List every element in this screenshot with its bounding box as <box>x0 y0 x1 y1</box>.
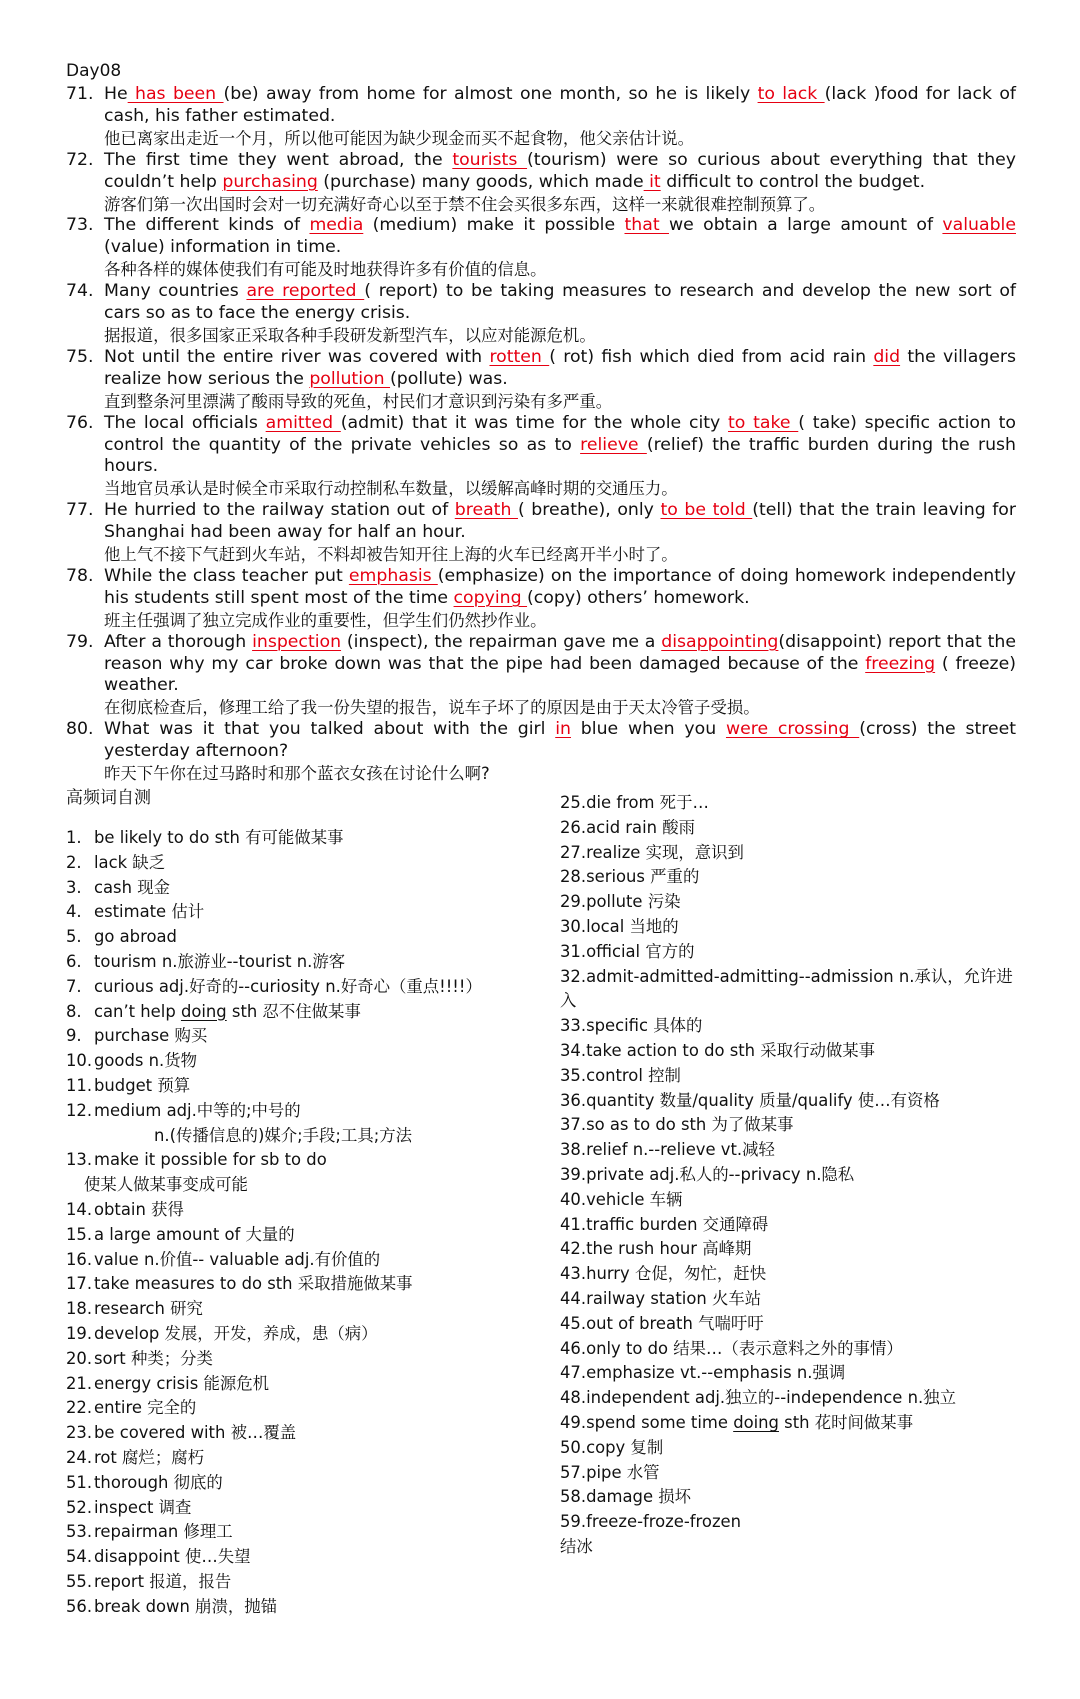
vocab-item <box>66 1421 546 1446</box>
vocab-text: spend some time <box>586 1412 734 1432</box>
vocab-number: 31. <box>560 941 587 961</box>
vocab-item <box>560 1337 1020 1362</box>
sentence-text: (admit) that it was time for the whole city <box>340 412 729 433</box>
answer-blank: purchasing <box>222 171 318 192</box>
sentence-text: (disappoint) report that the reason why my car broke down was that the pipe had been damaged because of the <box>104 631 1017 674</box>
vocab-text: out of breath 气喘吁吁 <box>586 1313 764 1333</box>
sentence-text: we obtain a large amount of <box>668 215 943 236</box>
vocab-item <box>560 1386 1020 1411</box>
exercise-translation: 在彻底检查后，修理工给了我一份失望的报告，说车子坏了的原因是由于天太冷管子受损。 <box>104 698 760 718</box>
exercise-number: 79. <box>66 631 94 652</box>
vocab-number: 7. <box>66 976 82 996</box>
exercise-number: 77. <box>66 500 94 521</box>
sentence-text: What was it that you talked about with the girl <box>104 719 556 740</box>
vocab-number: 37. <box>560 1115 587 1135</box>
exercise-sentence <box>104 347 1016 391</box>
answer-blank: it <box>643 171 661 192</box>
vocab-text: break down 崩溃，抛锚 <box>94 1596 278 1616</box>
exercise-number: 74. <box>66 281 94 302</box>
vocab-text: take action to do sth 采取行动做某事 <box>586 1040 876 1060</box>
vocab-item <box>66 1545 546 1570</box>
vocab-list-right <box>560 791 1020 1560</box>
exercise-number: 80. <box>66 719 94 740</box>
vocab-text: rot 腐烂；腐朽 <box>94 1447 204 1467</box>
exercise-item <box>66 84 1016 150</box>
vocab-number: 39. <box>560 1164 587 1184</box>
sentence-text: the villagers realize how serious the <box>104 346 1016 389</box>
vocab-item <box>66 1198 546 1223</box>
answer-blank: has been <box>127 84 224 104</box>
sentence-text: ( take) specific action to control the quantity of the private vehicles so as to <box>104 412 1016 455</box>
vocab-text: energy crisis 能源危机 <box>94 1373 270 1393</box>
sentence-text: He <box>104 84 128 104</box>
exercise-translation: 昨天下午你在过马路时和那个蓝衣女孩在讨论什么啊? <box>104 764 490 784</box>
vocab-text: copy 复制 <box>586 1437 664 1457</box>
sentence-text: (emphasize) on the importance of doing homework independently his students still spent most of the time <box>104 565 1017 608</box>
vocab-text: can’t help <box>94 1001 181 1021</box>
vocab-number: 47. <box>560 1363 587 1383</box>
vocab-text: quantity 数量/quality 质量/qualify 使…有资格 <box>586 1090 940 1110</box>
vocab-text: control 控制 <box>586 1065 681 1085</box>
vocab-text: die from 死于… <box>586 793 709 812</box>
sentence-text: (medium) make it possible <box>363 215 625 236</box>
sentence-text: Not until the entire river was covered with <box>104 346 490 367</box>
exercise-number: 78. <box>66 565 94 586</box>
vocab-item <box>560 1461 1020 1486</box>
answer-blank: copying <box>453 587 528 608</box>
vocab-item <box>66 1272 546 1297</box>
answer-blank: disappointing <box>661 631 779 652</box>
vocab-text: 使某人做某事变成可能 <box>84 1175 248 1195</box>
vocab-number: 3. <box>66 877 82 897</box>
vocab-text: value n.价值-- valuable adj.有价值的 <box>94 1249 381 1269</box>
vocab-number: 45. <box>560 1313 587 1333</box>
vocab-number: 35. <box>560 1065 587 1085</box>
vocab-text: the rush hour 高峰期 <box>586 1239 752 1259</box>
vocab-item <box>560 1213 1020 1238</box>
exercise-translation: 游客们第一次出国时会对一切充满好奇心以至于禁不住会买很多东西，这样一来就很难控制预算了。 <box>104 194 826 214</box>
vocab-text: medium adj.中等的;中号的 <box>94 1100 301 1120</box>
vocab-number: 26. <box>560 817 587 837</box>
vocab-number: 40. <box>560 1189 587 1209</box>
exercise-translation: 据报道，很多国家正采取各种手段研发新型汽车，以应对能源危机。 <box>104 325 596 345</box>
vocab-item <box>66 1148 546 1173</box>
sentence-text: (cross) the street yesterday afternoon? <box>104 719 1017 762</box>
vocab-item <box>560 841 1020 866</box>
vocab-item <box>66 925 546 950</box>
vocab-text: pollute 污染 <box>586 892 681 912</box>
vocab-text: make it possible for sb to do <box>94 1150 327 1170</box>
vocab-text: take measures to do sth 采取措施做某事 <box>94 1274 413 1294</box>
sentence-text: ( freeze) weather. <box>104 653 1016 696</box>
vocab-text: goods n.货物 <box>94 1051 197 1071</box>
sentence-text: (tourism) were so curious about everything that they couldn’t help <box>104 149 1017 192</box>
sentence-text: ( breathe), only <box>517 500 661 521</box>
vocab-item <box>560 1138 1020 1163</box>
vocab-item <box>66 900 546 925</box>
answer-blank: to take <box>728 412 799 433</box>
answer-blank: that <box>624 215 669 236</box>
vocab-item <box>560 816 1020 841</box>
vocab-text: n.(传播信息的)媒介;手段;工具;方法 <box>154 1125 413 1145</box>
answer-blank: tourists <box>452 149 528 170</box>
exercise-translation: 直到整条河里漂满了酸雨导致的死鱼，村民们才意识到污染有多严重。 <box>104 391 613 411</box>
exercise-sentence <box>104 84 1016 128</box>
sentence-text: The different kinds of <box>104 215 310 236</box>
sentence-text: (pollute) was. <box>390 368 508 389</box>
vocab-item <box>66 950 546 975</box>
answer-blank: breath <box>454 500 518 521</box>
vocab-text: emphasize vt.--emphasis n.强调 <box>586 1363 846 1383</box>
vocab-item <box>66 1297 546 1322</box>
exercise-sentence <box>104 413 1016 479</box>
vocab-text: acid rain 酸雨 <box>586 817 696 837</box>
answer-blank: were crossing <box>725 719 860 740</box>
exercise-sentence <box>104 150 1016 194</box>
vocab-item <box>560 940 1020 965</box>
exercise-item <box>66 719 1016 785</box>
vocab-item <box>66 1496 546 1521</box>
exercise-sentence <box>104 500 1016 544</box>
sentence-text: He hurried to the railway station out of <box>104 500 455 521</box>
vocab-item <box>560 865 1020 890</box>
sentence-text: (purchase) many goods, which made <box>317 171 644 192</box>
answer-blank: valuable <box>942 215 1016 236</box>
vocab-number: 57. <box>560 1462 587 1482</box>
vocab-underlined: doing <box>180 1001 227 1021</box>
vocab-number: 9. <box>66 1026 82 1046</box>
answer-blank: in <box>555 719 571 740</box>
exercise-item <box>66 215 1016 281</box>
vocab-text: entire 完全的 <box>94 1398 197 1418</box>
vocab-item <box>560 1039 1020 1064</box>
vocab-item <box>66 1372 546 1397</box>
exercise-sentence <box>104 281 1016 325</box>
vocab-item <box>66 1074 546 1099</box>
vocab-text: a large amount of 大量的 <box>94 1224 295 1244</box>
vocab-number: 8. <box>66 1001 82 1021</box>
vocab-number: 34. <box>560 1040 587 1060</box>
sentence-text: difficult to control the budget. <box>660 171 926 192</box>
vocab-item <box>66 851 546 876</box>
answer-blank: rotten <box>489 346 550 367</box>
exercise-translation: 他已离家出走近一个月，所以他可能因为缺少现金而买不起食物，他父亲估计说。 <box>104 128 695 148</box>
answer-blank: media <box>309 215 364 236</box>
sentence-text: The first time they went abroad, the <box>104 149 453 170</box>
vocab-item <box>560 1014 1020 1039</box>
exercise-translation: 各种各样的媒体使我们有可能及时地获得许多有价值的信息。 <box>104 260 547 280</box>
vocab-item <box>560 890 1020 915</box>
vocab-item <box>560 1436 1020 1461</box>
sentence-text: Many countries <box>104 281 247 302</box>
sentence-text: (inspect), the repairman gave me a <box>341 631 662 652</box>
vocab-text: report 报道，报告 <box>94 1571 232 1591</box>
exercise-item <box>66 413 1016 501</box>
vocab-item <box>66 1396 546 1421</box>
exercise-translation: 班主任强调了独立完成作业的重要性，但学生们仍然抄作业。 <box>104 610 547 630</box>
vocab-number: 11. <box>66 1075 93 1095</box>
vocab-number: 51. <box>66 1472 93 1492</box>
exercise-number: 72. <box>66 149 94 170</box>
vocab-item <box>560 1163 1020 1188</box>
vocab-number: 19. <box>66 1323 93 1343</box>
vocab-number: 44. <box>560 1288 587 1308</box>
vocab-text: official 官方的 <box>586 941 695 961</box>
vocab-number: 56. <box>66 1596 93 1616</box>
vocab-number: 33. <box>560 1016 587 1036</box>
sentence-text: blue when you <box>571 719 726 740</box>
vocab-title: 高频词自测 <box>66 788 151 808</box>
vocab-number: 55. <box>66 1571 93 1591</box>
sentence-text: (be) away from home for almost one month, so he is likely <box>223 84 758 104</box>
answer-blank: are reported <box>246 281 365 302</box>
vocab-text: be covered with 被…覆盖 <box>94 1423 297 1443</box>
vocab-item <box>560 915 1020 940</box>
vocab-text: research 研究 <box>94 1299 203 1319</box>
vocab-number: 36. <box>560 1090 587 1110</box>
vocab-text: sort 种类；分类 <box>94 1348 213 1368</box>
vocab-item <box>66 826 546 851</box>
vocab-number: 10. <box>66 1051 93 1071</box>
vocab-number: 29. <box>560 892 587 912</box>
vocab-number: 22. <box>66 1398 93 1418</box>
vocab-text: realize 实现，意识到 <box>586 842 744 862</box>
vocab-number: 43. <box>560 1264 587 1284</box>
vocab-number: 27. <box>560 842 587 862</box>
vocab-item <box>66 1471 546 1496</box>
vocab-number: 14. <box>66 1199 93 1219</box>
vocab-item <box>66 1223 546 1248</box>
vocab-number: 12. <box>66 1100 93 1120</box>
vocab-item <box>560 1485 1020 1510</box>
answer-blank: to lack <box>757 84 825 104</box>
vocab-item <box>66 876 546 901</box>
exercise-sheet <box>66 60 1016 809</box>
vocab-number: 53. <box>66 1522 93 1542</box>
vocab-number: 30. <box>560 916 587 936</box>
vocab-item <box>560 1064 1020 1089</box>
vocab-number: 46. <box>560 1338 587 1358</box>
vocab-underlined: doing <box>733 1412 779 1432</box>
vocab-number: 41. <box>560 1214 587 1234</box>
sentence-text: (relief) the traffic burden during the rush hours. <box>104 434 1016 477</box>
vocab-item <box>66 1124 546 1149</box>
vocab-item <box>560 1262 1020 1287</box>
vocab-number: 59. <box>560 1512 587 1532</box>
vocab-text: hurry 仓促，匆忙，赶快 <box>586 1264 767 1284</box>
vocab-text: sth 花时间做某事 <box>778 1412 914 1432</box>
vocab-item <box>560 1535 1020 1560</box>
vocab-text: purchase 购买 <box>94 1026 208 1046</box>
vocab-item <box>66 1595 546 1620</box>
vocab-text: so as to do sth 为了做某事 <box>586 1115 794 1135</box>
vocab-item <box>66 1248 546 1273</box>
vocab-text: traffic burden 交通障碍 <box>586 1214 769 1234</box>
vocab-text: vehicle 车辆 <box>586 1189 683 1209</box>
vocab-number: 4. <box>66 902 82 922</box>
vocab-text: sth 忍不住做某事 <box>226 1001 361 1021</box>
vocab-number: 18. <box>66 1299 93 1319</box>
vocab-text: estimate 估计 <box>94 902 205 922</box>
sentence-text: (copy) others’ homework. <box>527 587 750 608</box>
vocab-text: private adj.私人的--privacy n.隐私 <box>586 1164 855 1184</box>
vocab-number: 50. <box>560 1437 587 1457</box>
vocab-item <box>560 965 1020 1015</box>
exercise-list <box>66 84 1016 785</box>
exercise-number: 75. <box>66 346 94 367</box>
vocab-item <box>560 791 1020 816</box>
vocab-number: 48. <box>560 1388 587 1408</box>
vocab-text: damage 损坏 <box>586 1487 692 1507</box>
vocab-item <box>560 1411 1020 1436</box>
exercise-item <box>66 500 1016 566</box>
vocab-item <box>560 1237 1020 1262</box>
vocab-number: 28. <box>560 867 587 887</box>
vocab-text: inspect 调查 <box>94 1497 192 1517</box>
vocab-text: specific 具体的 <box>586 1016 703 1036</box>
vocab-text: local 当地的 <box>586 916 679 936</box>
vocab-number: 25. <box>560 793 587 812</box>
vocab-number: 32. <box>560 966 587 986</box>
vocab-text: lack 缺乏 <box>94 852 166 872</box>
vocab-text: independent adj.独立的--independence n.独立 <box>586 1388 956 1408</box>
exercise-item <box>66 566 1016 632</box>
vocab-item <box>560 1510 1020 1535</box>
answer-blank: emphasis <box>348 565 438 586</box>
vocab-item <box>560 1113 1020 1138</box>
vocab-text: only to do 结果…（表示意料之外的事情） <box>586 1338 903 1358</box>
vocab-item <box>66 1322 546 1347</box>
vocab-item <box>66 1347 546 1372</box>
exercise-number: 76. <box>66 412 94 433</box>
vocab-item <box>560 1312 1020 1337</box>
vocab-text: railway station 火车站 <box>586 1288 762 1308</box>
answer-blank: to be told <box>660 500 753 521</box>
vocab-number: 20. <box>66 1348 93 1368</box>
vocab-text: go abroad <box>94 927 177 947</box>
exercise-item <box>66 281 1016 347</box>
exercise-sentence <box>104 566 1016 610</box>
vocab-item <box>560 1361 1020 1386</box>
vocab-item <box>66 1000 546 1025</box>
sentence-text: (lack )food for lack of cash, his father estimated. <box>104 84 1017 126</box>
vocab-item <box>66 1049 546 1074</box>
vocab-item <box>560 1287 1020 1312</box>
sentence-text: (value) information in time. <box>104 237 342 258</box>
vocab-number: 17. <box>66 1274 93 1294</box>
exercise-translation: 他上气不接下气赶到火车站，不料却被告知开往上海的火车已经离开半小时了。 <box>104 545 678 565</box>
sentence-text: After a thorough <box>104 631 253 652</box>
vocab-number: 38. <box>560 1140 587 1160</box>
sentence-text: (tell) that the train leaving for Shanghai had been away for half an hour. <box>104 500 1016 543</box>
vocab-text: freeze-froze-frozen <box>586 1512 742 1532</box>
exercise-sentence <box>104 632 1016 698</box>
vocab-text: tourism n.旅游业--tourist n.游客 <box>94 951 346 971</box>
vocab-number: 6. <box>66 951 82 971</box>
vocab-item <box>66 1520 546 1545</box>
vocab-text: serious 严重的 <box>586 867 700 887</box>
answer-blank: pollution <box>309 368 391 389</box>
answer-blank: freezing <box>865 653 936 674</box>
vocab-number: 58. <box>560 1487 587 1507</box>
vocab-item <box>66 1173 546 1198</box>
vocab-item <box>560 1089 1020 1114</box>
exercise-sentence <box>104 719 1016 763</box>
vocab-number: 52. <box>66 1497 93 1517</box>
vocab-number: 24. <box>66 1447 93 1467</box>
vocab-number: 54. <box>66 1547 93 1567</box>
answer-blank: relieve <box>580 434 647 455</box>
exercise-number: 71. <box>66 84 94 104</box>
exercise-item <box>66 150 1016 216</box>
vocab-number: 23. <box>66 1423 93 1443</box>
vocab-number: 16. <box>66 1249 93 1269</box>
vocab-number: 13. <box>66 1150 93 1170</box>
vocab-list-left <box>66 826 546 1620</box>
vocab-text: repairman 修理工 <box>94 1522 233 1542</box>
exercise-sentence <box>104 215 1016 259</box>
exercise-number: 73. <box>66 215 94 236</box>
day-title: Day08 <box>66 61 122 81</box>
vocab-text: budget 预算 <box>94 1075 191 1095</box>
vocab-text: curious adj.好奇的--curiosity n.好奇心（重点!!!!） <box>94 976 482 996</box>
sentence-text: While the class teacher put <box>104 565 349 586</box>
exercise-translation: 当地官员承认是时候全市采取行动控制私车数量，以缓解高峰时期的交通压力。 <box>104 479 678 499</box>
vocab-text: 结冰 <box>560 1536 593 1556</box>
vocab-text: thorough 彻底的 <box>94 1472 223 1492</box>
vocab-number: 5. <box>66 927 82 947</box>
answer-blank: inspection <box>252 631 342 652</box>
vocab-text: obtain 获得 <box>94 1199 184 1219</box>
vocab-text: disappoint 使…失望 <box>94 1547 251 1567</box>
exercise-item <box>66 347 1016 413</box>
vocab-number: 2. <box>66 852 82 872</box>
vocab-item <box>66 1024 546 1049</box>
vocab-text: pipe 水管 <box>586 1462 660 1482</box>
vocab-item <box>560 1188 1020 1213</box>
vocab-text: develop 发展，开发，养成，患（病） <box>94 1323 378 1343</box>
vocab-text: relief n.--relieve vt.减轻 <box>586 1140 775 1160</box>
sentence-text: ( rot) fish which died from acid rain <box>549 346 874 367</box>
vocab-item <box>66 1446 546 1471</box>
exercise-item <box>66 632 1016 720</box>
vocab-text: be likely to do sth 有可能做某事 <box>94 828 344 847</box>
vocab-number: 21. <box>66 1373 93 1393</box>
vocab-item <box>66 1099 546 1124</box>
vocab-text: cash 现金 <box>94 877 170 897</box>
vocab-number: 42. <box>560 1239 587 1259</box>
vocab-item <box>66 1570 546 1595</box>
answer-blank: did <box>873 346 901 367</box>
vocab-text: admit-admitted-admitting--admission n.承认，允许进入 <box>560 966 1013 1011</box>
sentence-text: ( report) to be taking measures to research and develop the new sort of cars so as to face the energy crisis. <box>104 281 1016 324</box>
sentence-text: The local officials <box>104 412 266 433</box>
vocab-number: 15. <box>66 1224 93 1244</box>
vocab-number: 1. <box>66 828 82 847</box>
vocab-item <box>66 975 546 1000</box>
answer-blank: amitted <box>265 412 341 433</box>
vocab-number: 49. <box>560 1412 587 1432</box>
